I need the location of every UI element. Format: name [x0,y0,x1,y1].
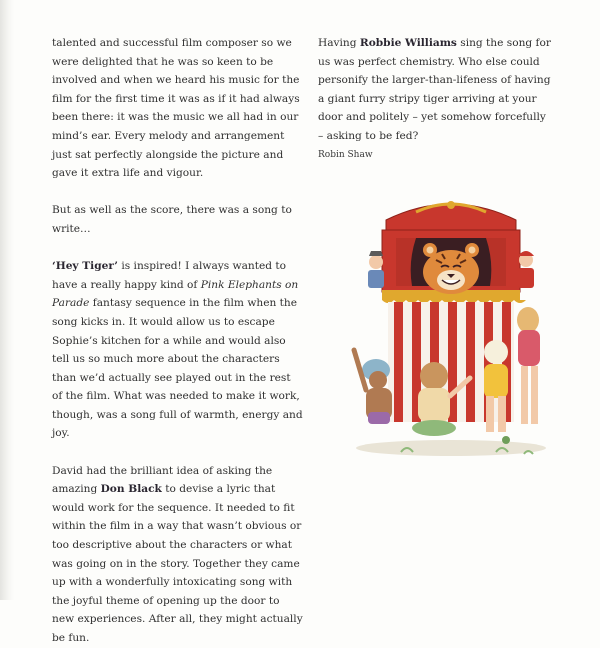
puppet-show-illustration [346,190,556,460]
paragraph-robbie-williams [318,34,554,146]
left-text-column [52,34,304,648]
paragraph-text: is inspired! I always wanted to have a really happy kind of [52,260,287,291]
paragraph-don-black [52,462,304,648]
paragraph-hey-tiger [52,257,304,443]
paragraph-composer: talented and successful film composer so we were delighted that he was so keen to be involved and when we heard his music for the film for the first time it was as if it had always been there: it was the music we all had in our mind’s ear. Every melody and arrangement just sat perfectly alongside the picture and gave it extra life and vigour. [52,37,300,180]
right-text-column [318,34,554,146]
author-signature: Robin Shaw [318,150,373,160]
page-fold-shadow [0,0,14,600]
lyricist-name: Don Black [100,483,162,496]
paragraph-song-intro: But as well as the score, there was a song to write… [52,204,292,235]
paragraph-text: fantasy sequence in the film when the song kicks in. It would allow us to escape Sophie’s kitchen for a while and would also tell us so much more about the characters than we’d actually see played out in the rest of the film. What was needed to make it work, though, was a song full of warmth, energy and joy. [52,297,303,440]
film-reference: Pink Elephants on Parade [52,278,299,310]
paragraph-text: Having [318,37,360,49]
paragraph-text: to devise a lyric that would work for the sequence. It needed to fit within the film in a way that wasn’t obvious or too descriptive about the characters or what was going on in the story. Together they came up with a wonderfully intoxicating song with the joyful theme of opening up the door to new experiences. After all, they might actually be fun. [52,483,303,644]
song-title: ‘Hey Tiger’ [52,260,118,273]
paragraph-text: David had the brilliant idea of asking the amazing [52,464,273,496]
singer-name: Robbie Williams [359,37,457,49]
tiger-puppet [423,243,479,294]
paragraph-text: sing the song for us was perfect chemistry. Who else could personify the larger-than-lifeness of having a giant furry stripy tiger arriving at your door and politely – yet somehow forcefully – asking to be fed? [318,37,551,142]
ground-shadow [356,440,546,456]
